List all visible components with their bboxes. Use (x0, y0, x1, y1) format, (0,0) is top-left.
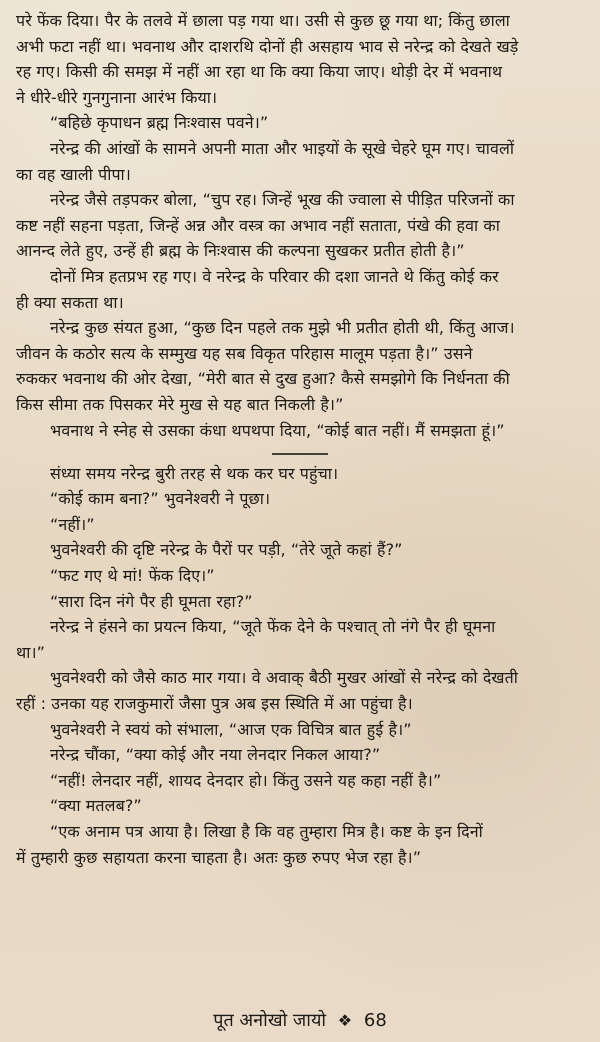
text-line: अभी फटा नहीं था। भवनाथ और दाशरथि दोनों ही असहाय भाव से नरेन्द्र को देखते खड़े (16, 36, 519, 56)
text-line: दोनों मित्र हतप्रभ रह गए। वे नरेन्द्र के परिवार की दशा जानते थे किंतु कोई कर (50, 266, 499, 286)
text-line: संध्या समय नरेन्द्र बुरी तरह से थक कर घर पहुंचा। (50, 463, 339, 483)
text-line: “फट गए थे मां! फेंक दिए।” (50, 566, 215, 586)
text-line: “नहीं।” (50, 514, 95, 534)
text-line: भुवनेश्वरी को जैसे काठ मार गया। वे अवाक् बैठी मुखर आंखों से नरेन्द्र को देखती (50, 668, 518, 688)
text-line: किस सीमा तक पिसकर मेरे मुख से यह बात निकली है।” (16, 394, 344, 414)
text-line: भवनाथ ने स्नेह से उसका कंधा थपथपा दिया, “कोई बात नहीं। मैं समझता हूं।” (50, 420, 505, 440)
text-line: “कोई काम बना?” भुवनेश्वरी ने पूछा। (50, 489, 271, 509)
page-footer (0, 1010, 600, 1032)
text-line: भुवनेश्वरी ने स्वयं को संभाला, “आज एक विचित्र बात हुई है।” (50, 719, 412, 739)
text-line: नरेन्द्र जैसे तड़पकर बोला, “चुप रह। जिन्हें भूख की ज्वाला से पीड़ित परिजनों का (50, 190, 515, 210)
text-line: रहीं : उनका यह राजकुमारों जैसा पुत्र अब इस स्थिति में आ पहुंचा है। (16, 694, 413, 714)
text-line: आनन्द लेते हुए, उन्हें ही ब्रह्म के निःश्वास की कल्पना सुखकर प्रतीत होती है।” (16, 241, 465, 261)
main-text-continued (16, 461, 584, 871)
page-number: 68 (363, 1010, 387, 1031)
text-line: कष्ट नहीं सहना पड़ता, जिन्हें अन्न और वस्त्र का अभाव नहीं सताता, पंखे की हवा का (16, 215, 500, 235)
text-line: का वह खाली पीपा। (16, 164, 131, 184)
text-line: ही क्या सकता था। (16, 292, 124, 312)
text-line: भुवनेश्वरी की दृष्टि नरेन्द्र के पैरों पर पड़ी, “तेरे जूते कहां हैं?” (50, 540, 403, 560)
text-line: “बहिछे कृपाधन ब्रह्म निःश्वास पवने।” (50, 113, 269, 133)
text-line: जीवन के कठोर सत्य के सम्मुख यह सब विकृत परिहास मालूम पड़ता है।” उसने (16, 343, 473, 363)
text-line: “सारा दिन नंगे पैर ही घूमता रहा?” (50, 591, 253, 611)
text-line: रुककर भवनाथ की ओर देखा, “मेरी बात से दुख हुआ? कैसे समझोगे कि निर्धनता की (16, 369, 510, 389)
book-title: पूत अनोखो जायो (213, 1010, 327, 1031)
text-line: “नहीं! लेनदार नहीं, शायद देनदार हो। किंतु उसने यह कहा नहीं है।” (50, 770, 442, 790)
text-line: नरेन्द्र की आंखों के सामने अपनी माता और भाइयों के सूखे चेहरे घूम गए। चावलों (50, 138, 515, 158)
text-line: “एक अनाम पत्र आया है। लिखा है कि वह तुम्हारा मित्र है। कष्ट के इन दिनों (50, 822, 483, 841)
text-line: परे फेंक दिया। पैर के तलवे में छाला पड़ गया था। उसी से कुछ छू गया था; किंतु छाला (16, 11, 510, 30)
text-line: में तुम्हारी कुछ सहायता करना चाहता है। अतः कुछ रुपए भेज रहा है।” (16, 847, 422, 867)
text-line: नरेन्द्र चौंका, “क्या कोई और नया लेनदार निकल आया?” (50, 745, 381, 765)
text-line: नरेन्द्र ने हंसने का प्रयत्न किया, “जूते फेंक देने के पश्चात् तो नंगे पैर ही घूमना (50, 617, 496, 637)
text-line: “क्या मतलब?” (50, 796, 142, 816)
text-line: ने धीरे-धीरे गुनगुनाना आरंभ किया। (16, 87, 218, 107)
text-line: था।” (16, 642, 46, 662)
main-text (16, 8, 584, 443)
text-line: नरेन्द्र कुछ संयत हुआ, “कुछ दिन पहले तक मुझे भी प्रतीत होती थी, किंतु आज। (50, 318, 515, 338)
ornament-icon: ❖ (337, 1011, 353, 1030)
section-divider (272, 453, 328, 455)
text-line: रह गए। किसी की समझ में नहीं आ रहा था कि क्या किया जाए। थोड़ी देर में भवनाथ (16, 62, 503, 82)
